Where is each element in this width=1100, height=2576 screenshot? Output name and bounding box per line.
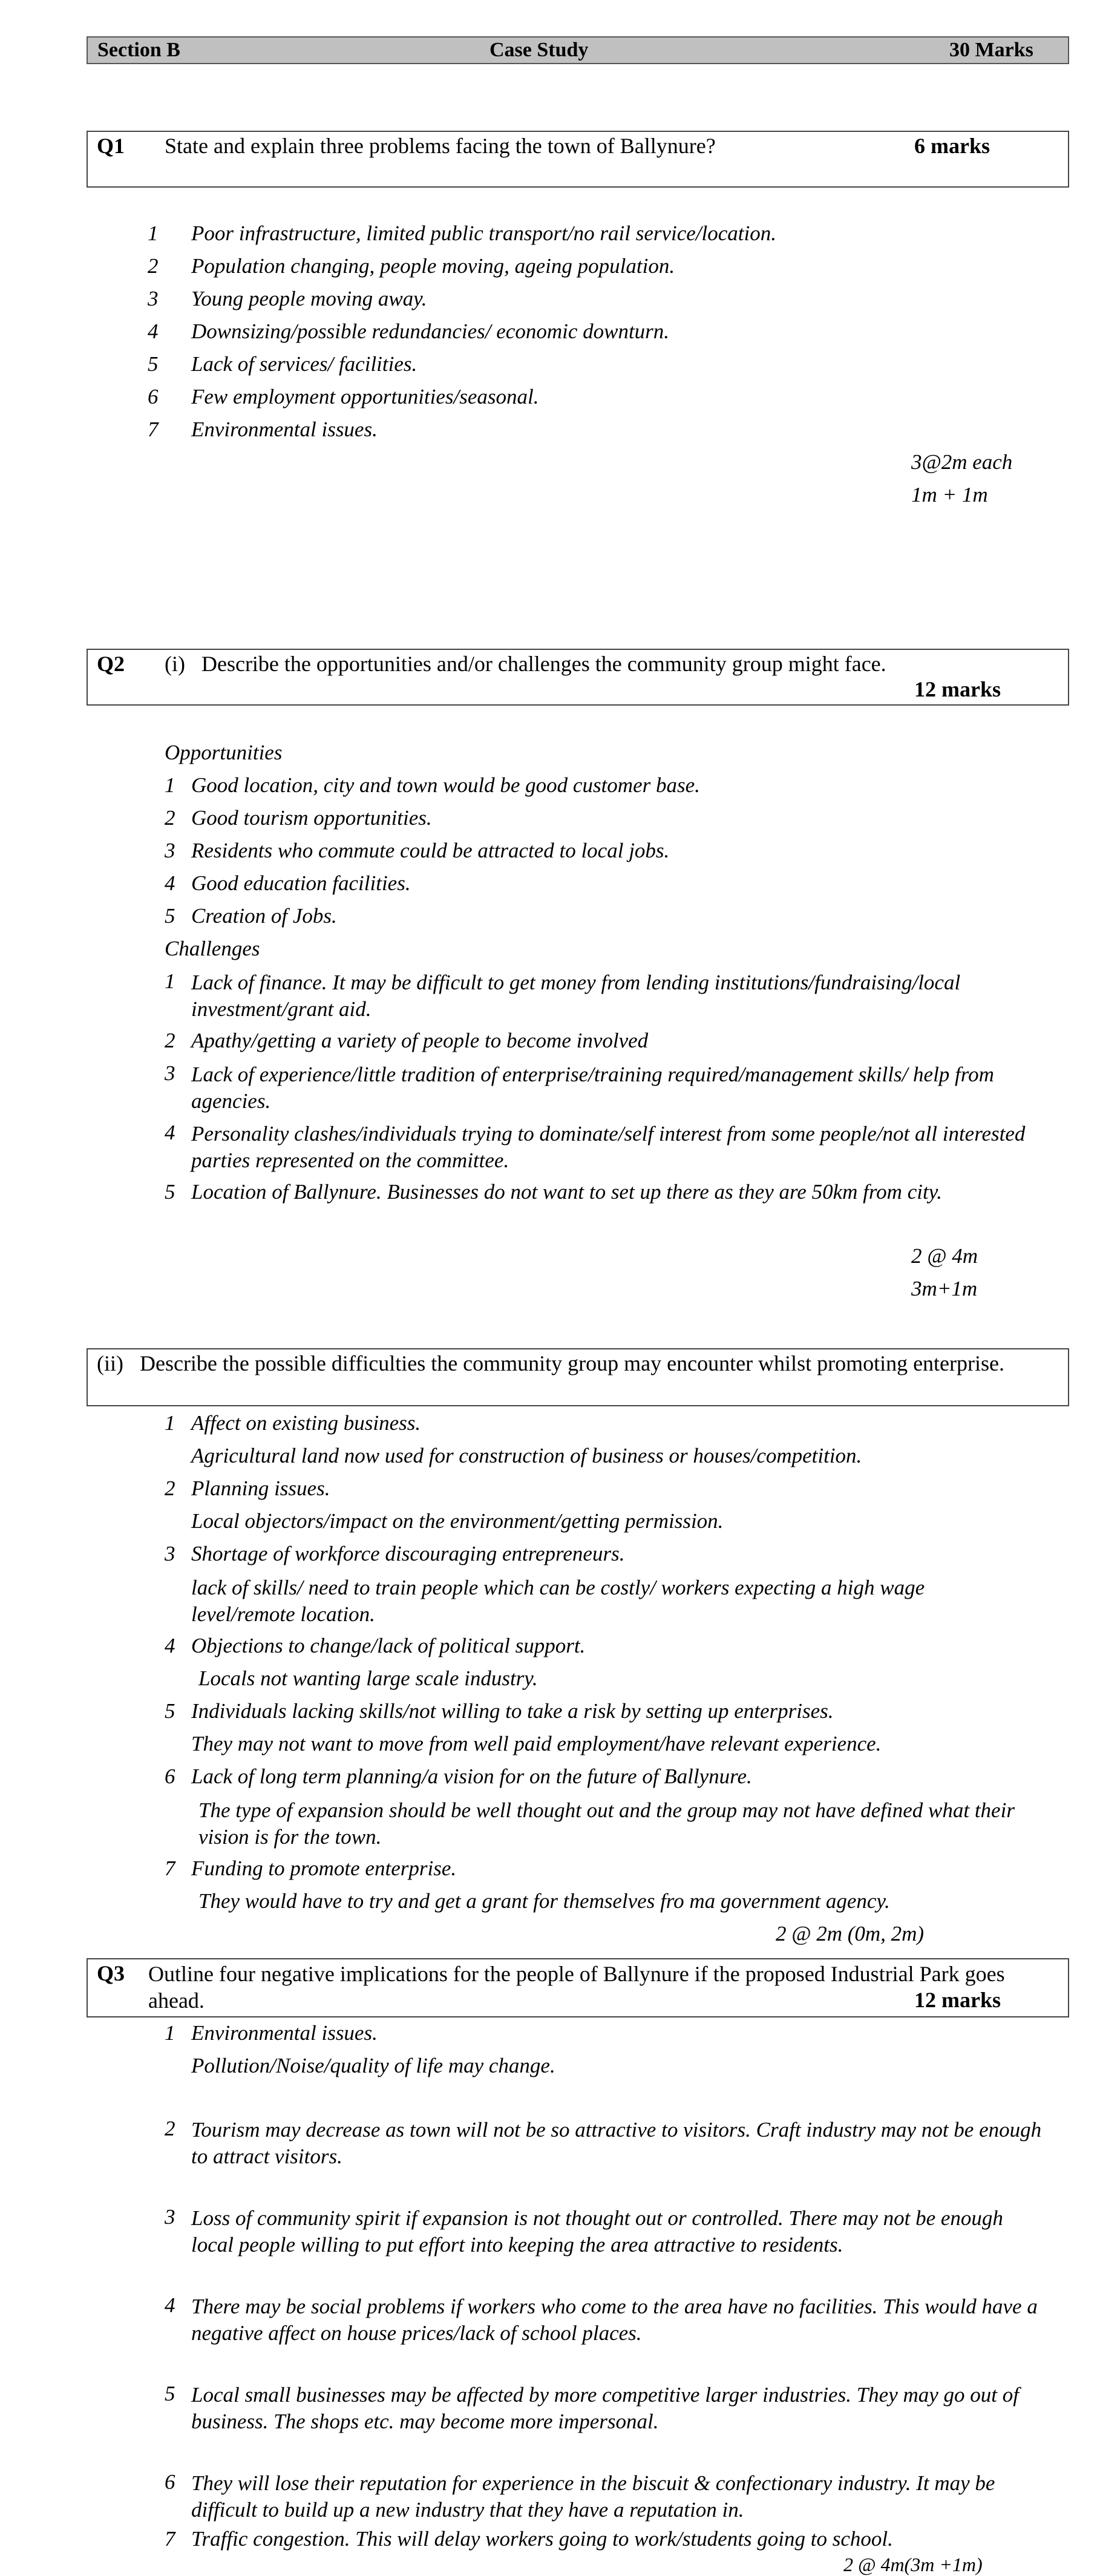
list-item-number: 4 [165,1121,175,1144]
q3-question-box [87,1958,1069,2017]
list-item-detail: lack of skills/ need to train people which can be costly/ workers expecting a high wage level/remote location. [191,1576,925,1626]
list-item-detail: They would have to try and get a grant for themselves fro ma government agency. [198,1889,890,1913]
q2-part2-question-box [87,1348,1069,1406]
list-item-detail: They may not want to move from well paid employment/have relevant experience. [191,1732,882,1755]
list-item: Traffic congestion. This will delay workers going to work/students going to school. [191,2527,893,2551]
list-item: Location of Ballynure. Businesses do not want to set up there as they are 50km from city. [191,1180,943,1204]
marking-scheme: 3m+1m [911,1277,978,1300]
q2-marks: 12 marks [914,677,1001,701]
list-item-number: 2 [165,1476,175,1500]
list-item-number: 1 [165,2021,175,2045]
list-item: Planning issues. [191,1476,330,1500]
list-item: Young people moving away. [191,287,427,310]
list-item-number: 3 [165,1061,175,1085]
list-item: Good education facilities. [191,871,411,895]
q3-question: Outline four negative implications for the people of Ballynure if the proposed Industrial Park goes ahead. [148,1962,1005,2013]
list-item-number: 3 [148,287,159,310]
list-item-number: 3 [165,839,175,862]
list-item-number: 3 [165,1542,175,1565]
list-item-number: 6 [148,385,159,408]
list-item: Good location, city and town would be good customer base. [191,773,700,797]
q2-question: (i) Describe the opportunities and/or challenges the community group might face. [165,652,886,676]
q1-question-box [87,131,1069,188]
list-item: Local small businesses may be affected by more competitive larger industries. They may go out of business. The shops etc. may become more impersonal. [191,2383,1020,2433]
list-item-number: 4 [165,2293,175,2317]
list-item-number: 5 [165,2382,175,2405]
section-label: Section B [97,39,180,61]
list-item-number: 1 [165,773,175,797]
marking-scheme: 1m + 1m [911,483,988,506]
list-item-number: 1 [148,221,159,245]
list-item-number: 2 [148,254,159,278]
list-item: Few employment opportunities/seasonal. [191,385,539,408]
challenges-heading: Challenges [165,937,260,960]
marking-scheme: 2 @ 4m(3m +1m) [843,2554,983,2575]
list-item-number: 2 [165,1029,175,1052]
q1-marks: 6 marks [914,134,990,158]
list-item-detail: Local objectors/impact on the environment/getting permission. [191,1509,724,1533]
list-item-detail: The type of expansion should be well thought out and the group may not have defined what their vision is for the town. [198,1798,1015,1849]
list-item-number: 7 [165,1857,175,1880]
list-item: Affect on existing business. [191,1411,421,1435]
list-item: Environmental issues. [191,2021,378,2045]
list-item-number: 7 [165,2527,175,2551]
list-item: Tourism may decrease as town will not be so attractive to visitors. Craft industry may not be enough to attract visitors. [191,2118,1042,2168]
list-item-number: 7 [148,418,159,441]
list-item: Downsizing/possible redundancies/ economic downturn. [191,320,670,343]
list-item-number: 6 [165,2470,175,2494]
marking-scheme: 3@2m each [911,450,1013,474]
list-item: Lack of long term planning/a vision for on the future of Ballynure. [191,1765,752,1788]
list-item-number: 2 [165,806,175,830]
list-item: Shortage of workforce discouraging entrepreneurs. [191,1542,625,1565]
list-item: Population changing, people moving, ageing population. [191,254,675,278]
q1-question: State and explain three problems facing the town of Ballynure? [165,134,716,158]
list-item-number: 5 [165,904,175,928]
list-item-number: 1 [165,1411,175,1435]
list-item-number: 4 [165,1634,175,1657]
list-item: Poor infrastructure, limited public transport/no rail service/location. [191,221,776,245]
list-item-number: 5 [148,352,159,376]
list-item: Apathy/getting a variety of people to become involved [191,1029,649,1052]
q1-label: Q1 [97,134,125,158]
list-item: Environmental issues. [191,418,378,441]
list-item-number: 5 [165,1699,175,1723]
list-item-detail: Locals not wanting large scale industry. [198,1667,538,1690]
list-item: Good tourism opportunities. [191,806,432,830]
list-item: Residents who commute could be attracted to local jobs. [191,839,670,862]
list-item: Funding to promote enterprise. [191,1857,457,1880]
q3-label: Q3 [97,1961,125,1985]
list-item-detail: Pollution/Noise/quality of life may change. [191,2054,555,2077]
list-item: Personality clashes/individuals trying to dominate/self interest from some people/not all interested parties represented on the committee. [191,1122,1026,1172]
marking-scheme: 2 @ 2m (0m, 2m) [776,1922,925,1945]
marking-scheme: 2 @ 4m [911,1244,978,1268]
q2-label: Q2 [97,652,125,676]
list-item: They will lose their reputation for experience in the biscuit & confectionary industry. It may be difficult to build up a new industry that they have a reputation in. [191,2471,995,2522]
list-item: Lack of finance. It may be difficult to get money from lending institutions/fundraising/local investment/grant aid. [191,971,961,1021]
list-item: There may be social problems if workers who come to the area have no facilities. This would have a negative affect on house prices/lack of school places. [191,2295,1038,2345]
section-header-bar [87,36,1069,64]
opportunities-heading: Opportunities [165,741,283,764]
list-item: Creation of Jobs. [191,904,337,928]
list-item-number: 1 [165,969,175,993]
list-item-number: 3 [165,2205,175,2229]
q3-marks: 12 marks [914,1988,1001,2012]
list-item: Lack of services/ facilities. [191,352,417,376]
list-item-number: 2 [165,2117,175,2140]
total-marks: 30 Marks [949,39,1033,61]
list-item-number: 4 [148,320,159,343]
list-item: Loss of community spirit if expansion is not thought out or controlled. There may not be enough local people willing to put effort into keeping the area attractive to residents. [191,2206,1003,2256]
list-item: Individuals lacking skills/not willing to take a risk by setting up enterprises. [191,1699,834,1723]
q2-part2-question: (ii) Describe the possible difficulties the community group may encounter whilst promoting enterprise. [97,1351,1004,1375]
list-item-number: 5 [165,1180,175,1204]
list-item: Objections to change/lack of political support. [191,1634,586,1657]
list-item-number: 6 [165,1765,175,1788]
list-item-detail: Agricultural land now used for construction of business or houses/competition. [191,1444,862,1467]
list-item-number: 4 [165,871,175,895]
q2-question-box [87,649,1069,706]
case-study-title: Case Study [489,39,589,61]
list-item: Lack of experience/little tradition of enterprise/training required/management skills/ help from agencies. [191,1063,994,1113]
